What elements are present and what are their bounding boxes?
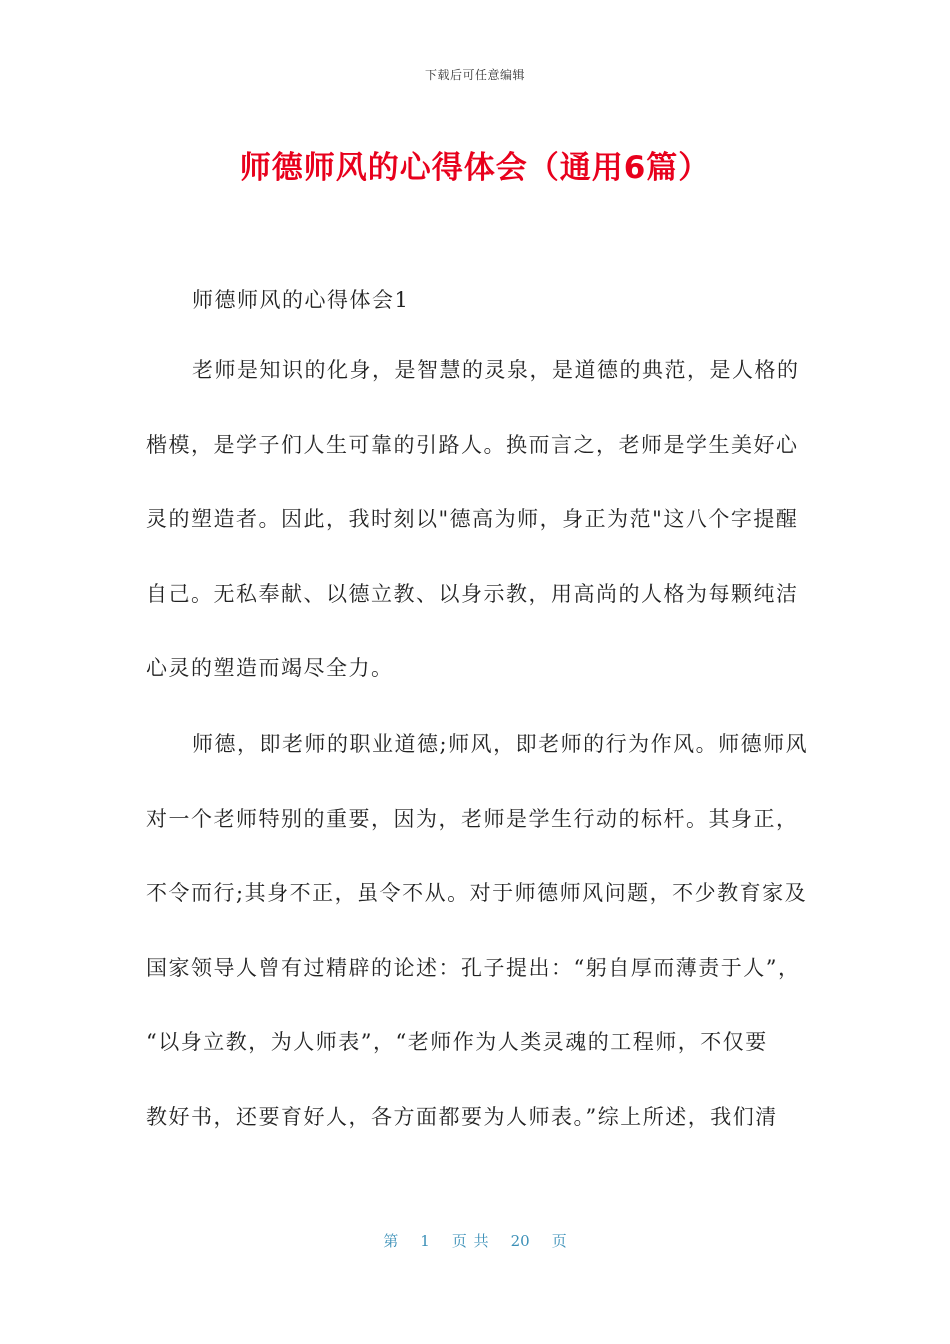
paragraph-line: 对一个老师特别的重要，因为，老师是学生行动的标杆。其身正， [146,806,799,831]
paragraph-line: 灵的塑造者。因此，我时刻以"德高为师，身正为范"这八个字提醒 [146,507,799,531]
footer-end-label: 页 [551,1232,567,1250]
paragraph-1 [146,333,806,706]
document-title: 师德师风的心得体会（通用6篇） [239,150,711,186]
paragraph-line: 教好书，还要育好人，各方面都要为人师表。”综上所述，我们清 [146,1104,778,1129]
paragraph-line: 国家领导人曾有过精辟的论述：孔子提出：“躬自厚而薄责于人”， [146,955,801,980]
paragraph-line: 不令而行;其身不正，虽令不从。对于师德师风问题，不少教育家及 [146,881,808,905]
header-note: 下载后可任意编辑 [424,68,525,82]
paragraph-2 [146,707,809,1154]
footer-current-page: 1 [420,1232,430,1250]
paragraph-line: 楷模，是学子们人生可靠的引路人。换而言之，老师是学生美好心 [146,432,799,457]
paragraph-line: “以身立教，为人师表”，“老师作为人类灵魂的工程师，不仅要 [146,1030,768,1054]
paragraph-line: 自己。无私奉献、以德立教、以身示教，用高尚的人格为每颗纯洁 [146,581,799,606]
section-heading: 师德师风的心得体会1 [192,288,410,312]
page-footer [0,1230,950,1251]
footer-total-label: 页 共 [451,1232,489,1250]
paragraph-line: 师德，即老师的职业道德;师风，即老师的行为作风。师德师风 [192,732,809,756]
footer-total-pages: 20 [510,1232,530,1250]
footer-page-label: 第 [383,1232,399,1250]
paragraph-line: 老师是知识的化身，是智慧的灵泉，是道德的典范，是人格的 [192,358,800,382]
paragraph-line: 心灵的塑造而竭尽全力。 [146,656,394,680]
